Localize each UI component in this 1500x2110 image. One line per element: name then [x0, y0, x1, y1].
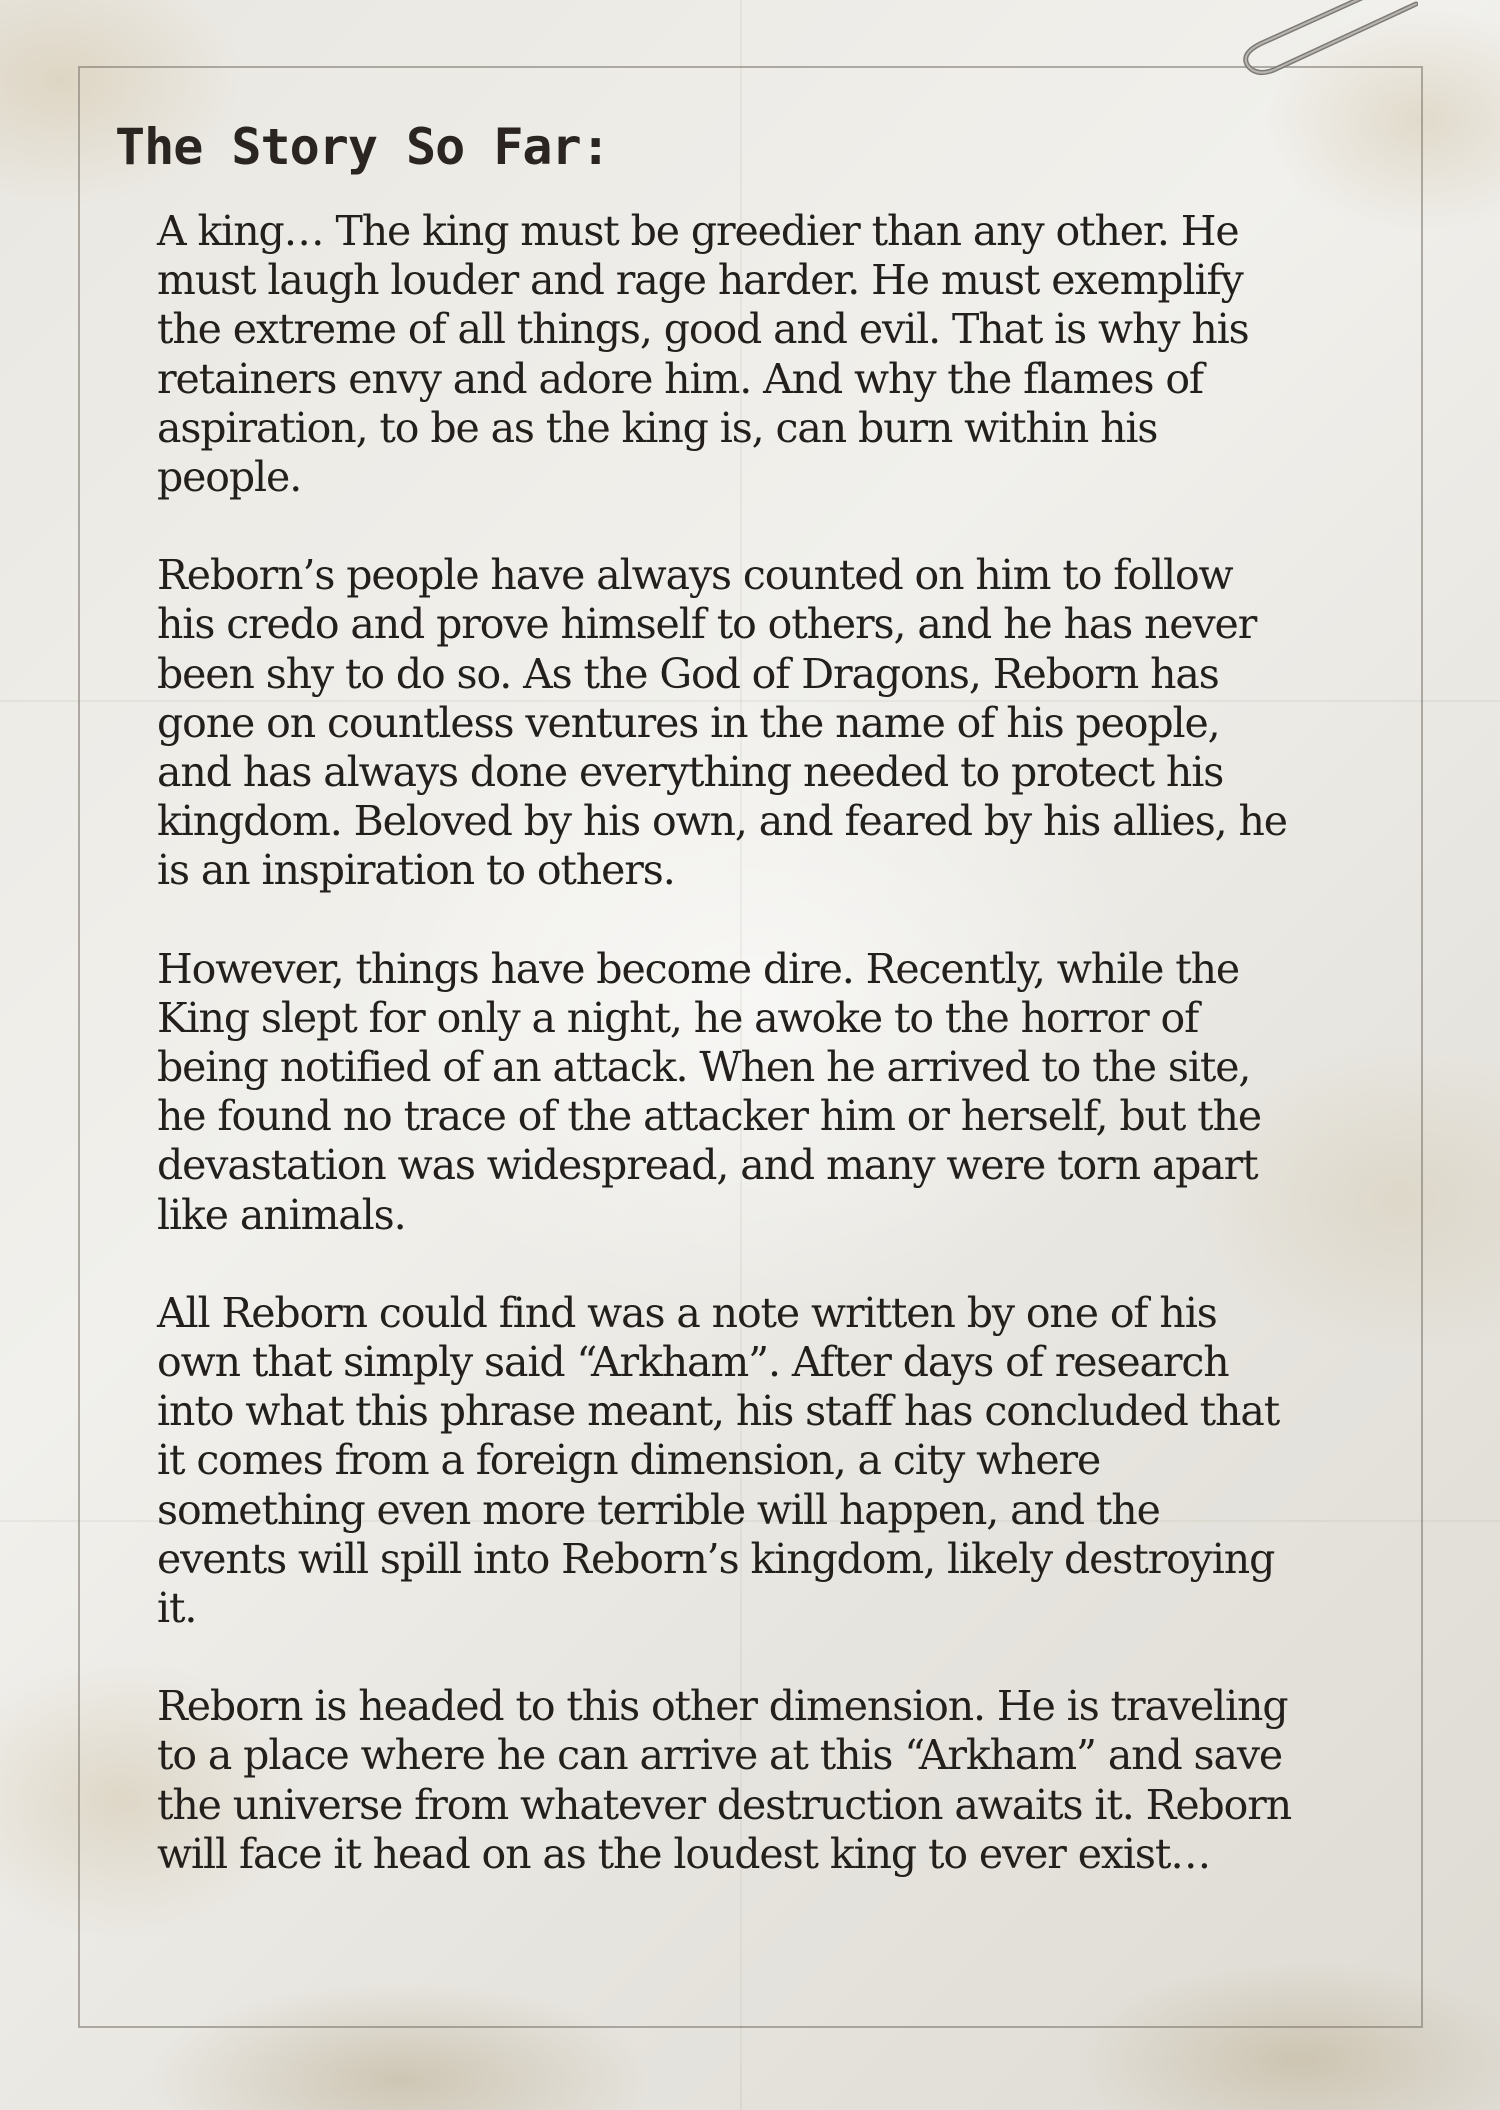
story-paragraph	[157, 1289, 1372, 1633]
text-line: it.	[157, 1584, 197, 1633]
text-line: Reborn’s people have always counted on him to follow	[157, 551, 1233, 600]
paperclip-icon	[1238, 0, 1418, 90]
page-title: The Story So Far:	[115, 118, 610, 176]
text-line: must laugh louder and rage harder. He must exemplify	[157, 256, 1243, 305]
text-line: own that simply said “Arkham”. After days of research	[157, 1338, 1229, 1387]
text-line: he found no trace of the attacker him or herself, but the	[157, 1092, 1261, 1141]
text-line: gone on countless ventures in the name of his people,	[157, 698, 1220, 747]
text-line: like animals.	[157, 1190, 406, 1239]
text-line: events will spill into Reborn’s kingdom, likely destroying	[157, 1534, 1275, 1583]
text-line: it comes from a foreign dimension, a city where	[157, 1436, 1101, 1485]
text-line: being notified of an attack. When he arrived to the site,	[157, 1043, 1251, 1092]
text-line: his credo and prove himself to others, and he has never	[157, 600, 1257, 649]
text-line: been shy to do so. As the God of Dragons, Reborn has	[157, 649, 1219, 698]
text-line: will face it head on as the loudest king to ever exist…	[157, 1829, 1211, 1878]
text-line: the extreme of all things, good and evil. That is why his	[157, 305, 1249, 354]
story-paragraph	[157, 1682, 1372, 1879]
text-line: aspiration, to be as the king is, can burn within his	[157, 403, 1158, 452]
text-line: into what this phrase meant, his staff has concluded that	[157, 1387, 1280, 1436]
text-line: Reborn is headed to this other dimension. He is traveling	[157, 1682, 1288, 1731]
text-line: A king… The king must be greedier than any other. He	[157, 207, 1239, 255]
story-paragraph	[157, 207, 1372, 502]
text-line: something even more terrible will happen, and the	[157, 1485, 1160, 1534]
story-paragraph	[157, 945, 1372, 1240]
text-line: devastation was widespread, and many were torn apart	[157, 1141, 1258, 1190]
text-line: and has always done everything needed to protect his	[157, 748, 1224, 797]
text-line: to a place where he can arrive at this “Arkham” and save	[157, 1731, 1283, 1780]
text-line: the universe from whatever destruction awaits it. Reborn	[157, 1780, 1292, 1829]
text-line: King slept for only a night, he awoke to the horror of	[157, 993, 1199, 1042]
text-line: is an inspiration to others.	[157, 846, 675, 895]
story-text	[157, 207, 1372, 1928]
text-line: All Reborn could find was a note written by one of his	[157, 1288, 1217, 1337]
story-paragraph	[157, 551, 1372, 895]
text-line: people.	[157, 453, 302, 502]
text-line: retainers envy and adore him. And why the flames of	[157, 354, 1203, 403]
text-line: However, things have become dire. Recently, while the	[157, 944, 1240, 993]
text-line: kingdom. Beloved by his own, and feared by his allies, he	[157, 797, 1287, 846]
